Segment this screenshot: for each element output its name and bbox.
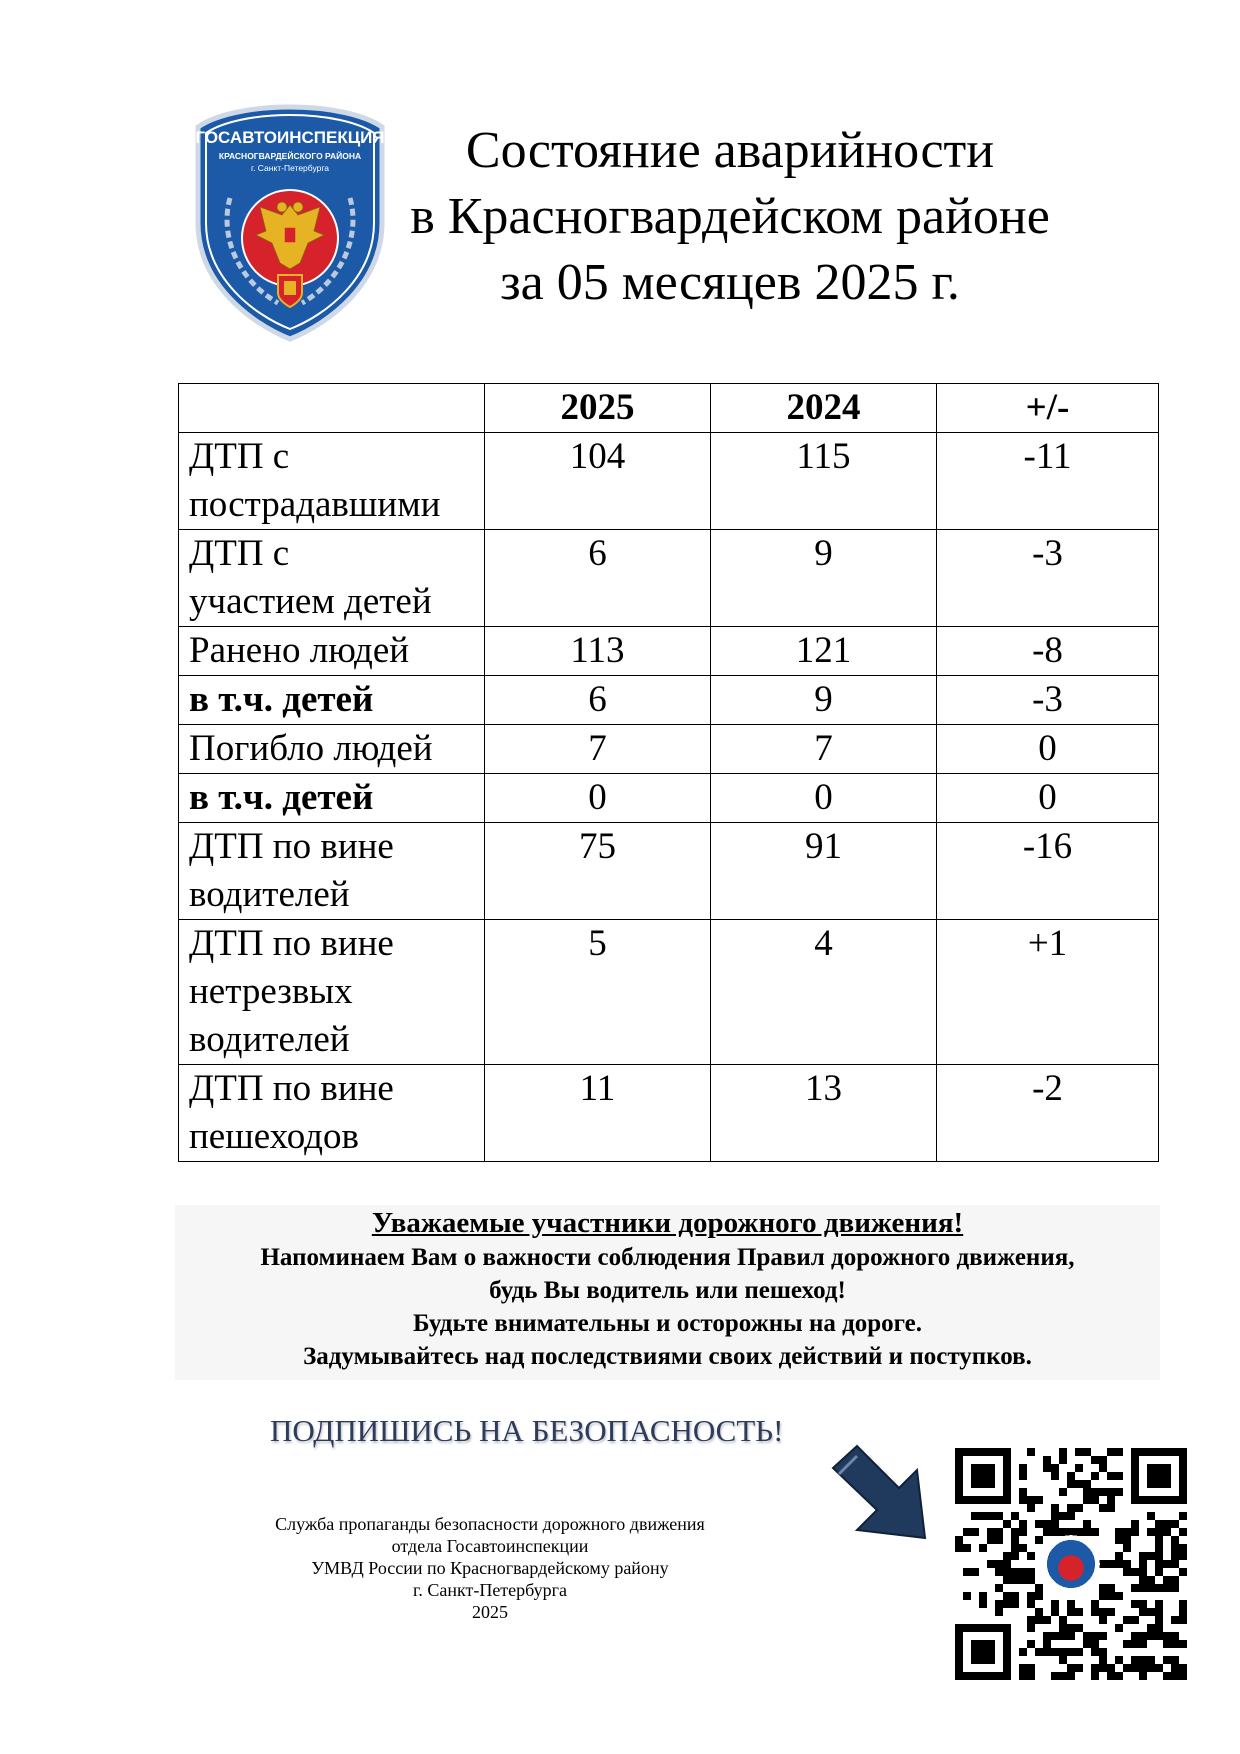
row-label-line: Погибло людей — [189, 728, 433, 769]
appeal-line-4: Задумывайтесь над последствиями своих действий и поступков. — [303, 1343, 1032, 1370]
footer-line-3: УМВД России по Красногвардейскому району — [311, 1558, 669, 1578]
table-row — [179, 823, 1159, 920]
row-label-line: пешеходов — [189, 1116, 359, 1157]
header-cell-diff: +/- — [937, 384, 1159, 433]
table-row — [179, 530, 1159, 627]
title-line-3: за 05 месяцев 2025 г. — [500, 254, 960, 311]
value-2025: 6 — [485, 676, 711, 725]
shield-icon — [190, 103, 390, 343]
row-label-line: в т.ч. детей — [189, 679, 374, 720]
appeal-line-1: Напоминаем Вам о важности соблюдения Правил дорожного движения, — [260, 1244, 1075, 1271]
value-2024: 91 — [711, 823, 937, 920]
accident-stats-table — [178, 383, 1159, 1162]
row-label-line: водителей — [189, 1019, 350, 1060]
value-2024: 9 — [711, 530, 937, 627]
row-label — [179, 627, 485, 676]
row-label — [179, 920, 485, 1065]
value-2025: 75 — [485, 823, 711, 920]
row-label-line: ДТП с — [189, 533, 290, 574]
gai-emblem-logo — [190, 103, 390, 343]
value-2025: 104 — [485, 433, 711, 530]
emblem-city: г. Санкт-Петербурга — [251, 163, 329, 173]
value-2024: 121 — [711, 627, 937, 676]
value-diff: 0 — [937, 725, 1159, 774]
row-label — [179, 1065, 485, 1162]
table-body — [179, 433, 1159, 1162]
row-label-line: участием детей — [189, 581, 432, 622]
appeal-block — [175, 1205, 1160, 1380]
emblem-title: ГОСАВТОИНСПЕКЦИЯ — [195, 128, 385, 147]
table-row — [179, 725, 1159, 774]
value-2024: 115 — [711, 433, 937, 530]
appeal-line-2: будь Вы водитель или пешеход! — [489, 1277, 846, 1304]
row-label — [179, 433, 485, 530]
emblem-subtitle: КРАСНОГВАРДЕЙСКОГО РАЙОНА — [218, 151, 362, 161]
row-label-line: водителей — [189, 874, 350, 915]
row-label-line: в т.ч. детей — [189, 777, 374, 818]
value-2024: 9 — [711, 676, 937, 725]
row-label-line: Ранено людей — [189, 630, 410, 671]
table-row — [179, 920, 1159, 1065]
value-2024: 7 — [711, 725, 937, 774]
value-diff: -3 — [937, 676, 1159, 725]
footer-block — [230, 1513, 750, 1623]
footer-line-2: отдела Госавтоинспекции — [391, 1536, 589, 1556]
value-2024: 13 — [711, 1065, 937, 1162]
value-2025: 6 — [485, 530, 711, 627]
value-diff: -2 — [937, 1065, 1159, 1162]
row-label — [179, 725, 485, 774]
row-label — [179, 823, 485, 920]
value-2025: 11 — [485, 1065, 711, 1162]
footer-line-1: Служба пропаганды безопасности дорожного движения — [275, 1514, 705, 1534]
row-label-line: ДТП по вине — [189, 923, 394, 964]
subscribe-caption: ПОДПИШИСЬ НА БЕЗОПАСНОСТЬ! — [270, 1413, 784, 1448]
value-diff: -16 — [937, 823, 1159, 920]
title-line-1: Состояние аварийности — [465, 122, 995, 179]
row-label — [179, 774, 485, 823]
footer-line-5: 2025 — [472, 1602, 508, 1622]
arrow-down-right-icon — [825, 1438, 945, 1553]
row-label — [179, 530, 485, 627]
page-title — [380, 118, 1080, 316]
value-diff: -11 — [937, 433, 1159, 530]
value-2024: 4 — [711, 920, 937, 1065]
table-row — [179, 676, 1159, 725]
qr-code-icon[interactable] — [955, 1448, 1187, 1680]
header-cell-2025: 2025 — [485, 384, 711, 433]
header-cell-2024: 2024 — [711, 384, 937, 433]
row-label-line: пострадавшими — [189, 484, 441, 525]
table-row — [179, 774, 1159, 823]
table-row — [179, 627, 1159, 676]
header-cell-empty — [179, 384, 485, 433]
row-label — [179, 676, 485, 725]
row-label-line: ДТП с — [189, 436, 290, 477]
row-label-line: ДТП по вине — [189, 826, 394, 867]
value-2025: 0 — [485, 774, 711, 823]
title-line-2: в Красногвардейском районе — [410, 188, 1050, 245]
value-diff: -3 — [937, 530, 1159, 627]
appeal-heading: Уважаемые участники дорожного движения! — [371, 1207, 964, 1239]
table-row — [179, 433, 1159, 530]
value-diff: -8 — [937, 627, 1159, 676]
value-2024: 0 — [711, 774, 937, 823]
row-label-line: ДТП по вине — [189, 1068, 394, 1109]
value-2025: 5 — [485, 920, 711, 1065]
row-label-line: нетрезвых — [189, 971, 353, 1012]
value-diff: +1 — [937, 920, 1159, 1065]
appeal-line-3: Будьте внимательны и осторожны на дороге. — [412, 1310, 923, 1337]
value-2025: 7 — [485, 725, 711, 774]
table-header-row — [179, 384, 1159, 433]
footer-line-4: г. Санкт-Петербурга — [412, 1580, 568, 1600]
value-diff: 0 — [937, 774, 1159, 823]
value-2025: 113 — [485, 627, 711, 676]
table-row — [179, 1065, 1159, 1162]
